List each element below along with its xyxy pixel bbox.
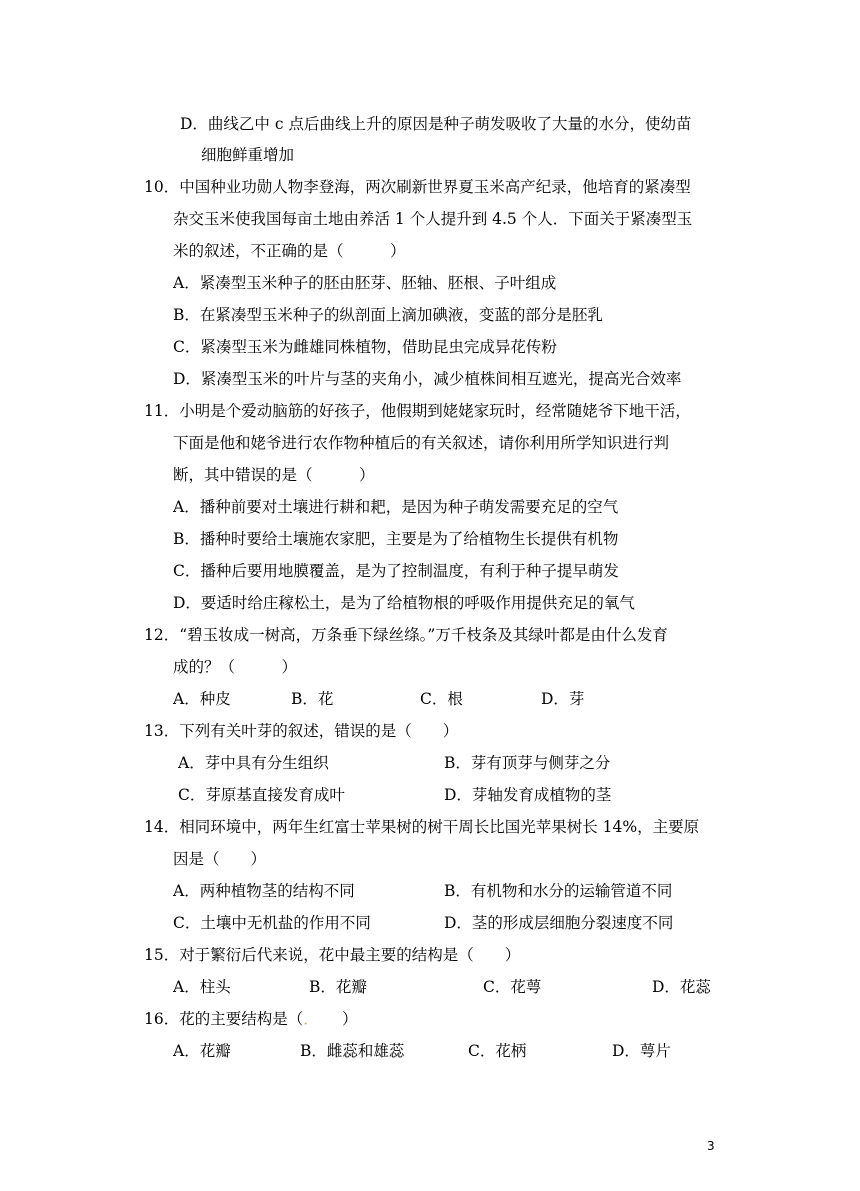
q16-stem-paren: ） [311,1010,358,1028]
q13-option-c: C．芽原基直接发育成叶 [178,786,345,804]
page-number: 3 [707,1139,715,1153]
q14-option-d: D．茎的形成层细胞分裂速度不同 [444,914,674,932]
q16-stem-text: 16．花的主要结构是（ [144,1010,304,1028]
q16-option-d: D．萼片 [612,1042,671,1060]
q12-stem-line1: 12．“碧玉妆成一树高，万条垂下绿丝绦。”万千枝条及其绿叶都是由什么发育 [144,626,668,644]
q13-option-d: D．芽轴发育成植物的茎 [444,786,612,804]
q14-option-a: A．两种植物茎的结构不同 [173,882,355,900]
q14-option-c: C．土壤中无机盐的作用不同 [173,914,371,932]
q14-stem-line2: 因是（ ） [173,850,267,868]
q13-option-a: A．芽中具有分生组织 [178,754,329,772]
q16-stem-mark: ． [303,1010,311,1028]
q11-option-b: B．播种时要给土壤施农家肥，主要是为了给植物生长提供有机物 [173,530,619,548]
q10-stem-line2: 杂交玉米使我国每亩土地由养活 1 个人提升到 4.5 个人．下面关于紧凑型玉 [173,210,693,228]
q12-option-d: D．芽 [541,690,585,708]
q10-option-b: B．在紧凑型玉米种子的纵剖面上滴加碘液，变蓝的部分是胚乳 [173,306,603,324]
q10-stem-line3: 米的叙述，不正确的是（ ） [173,242,406,260]
q12-option-b: B．花 [291,690,334,708]
q16-option-a: A．花瓣 [173,1042,231,1060]
q12-option-a: A．种皮 [173,690,231,708]
q14-option-b: B．有机物和水分的运输管道不同 [444,882,673,900]
q11-stem-line3: 断，其中错误的是（ ） [173,466,375,484]
q13-stem: 13．下列有关叶芽的叙述，错误的是（ ） [144,722,459,740]
q15-option-d: D．花蕊 [652,978,711,996]
q15-option-a: A．柱头 [173,978,231,996]
q14-stem-line1: 14．相同环境中，两年生红富士苹果树的树干周长比国光苹果树长 14%，主要原 [144,818,700,836]
q10-option-a: A．紧凑型玉米种子的胚由胚芽、胚轴、胚根、子叶组成 [173,274,557,292]
q10-stem-line1: 10．中国种业功勋人物李登海，两次刷新世界夏玉米高产纪录，他培育的紧凑型 [144,178,691,196]
q16-option-c: C．花柄 [468,1042,527,1060]
q15-option-c: C．花萼 [483,978,542,996]
q16-stem [144,1007,358,1029]
q9-option-d-line1: D．曲线乙中 c 点后曲线上升的原因是种子萌发吸收了大量的水分，使幼苗 [180,115,692,133]
q11-stem-line1: 11．小明是个爱动脑筋的好孩子，他假期到姥姥家玩时，经常随姥爷下地干活， [144,402,691,420]
q10-option-d: D．紧凑型玉米的叶片与茎的夹角小，减少植株间相互遮光，提高光合效率 [173,370,682,388]
q10-option-c: C．紧凑型玉米为雌雄同株植物，借助昆虫完成异花传粉 [173,338,557,356]
q15-option-b: B．花瓣 [309,978,367,996]
q11-stem-line2: 下面是他和姥爷进行农作物种植后的有关叙述，请你利用所学知识进行判 [173,434,670,452]
q12-stem-line2: 成的？（ ） [173,658,298,676]
q11-option-c: C．播种后要用地膜覆盖，是为了控制温度，有利于种子提早萌发 [173,562,619,580]
q11-option-a: A．播种前要对土壤进行耕和耙，是因为种子萌发需要充足的空气 [173,498,619,516]
q11-option-d: D．要适时给庄稼松土，是为了给植物根的呼吸作用提供充足的氧气 [173,594,635,612]
q12-option-c: C．根 [420,690,463,708]
q16-option-b: B．雌蕊和雄蕊 [300,1042,405,1060]
q9-option-d-line2: 细胞鲜重增加 [201,146,295,164]
q15-stem: 15．对于繁衍后代来说，花中最主要的结构是（ ） [144,946,521,964]
q13-option-b: B．芽有顶芽与侧芽之分 [444,754,611,772]
